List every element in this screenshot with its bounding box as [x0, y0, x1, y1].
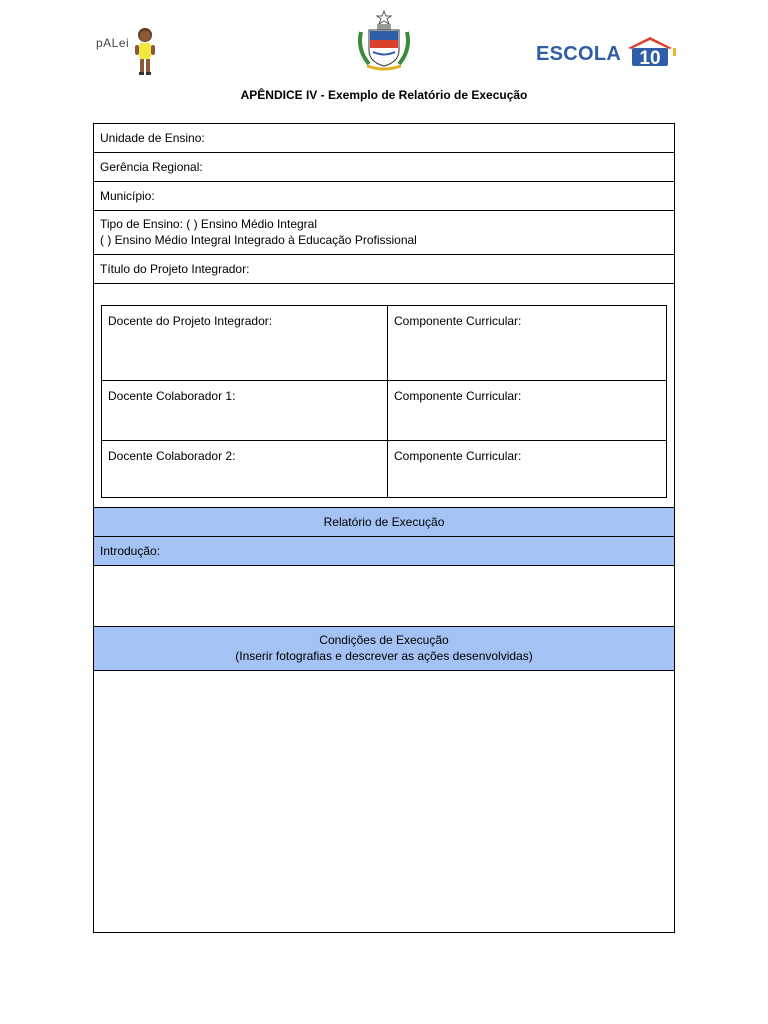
docente-cell	[102, 306, 387, 380]
execution-report-form	[93, 123, 675, 933]
condicoes-header-row	[94, 627, 674, 671]
componente-cell	[388, 381, 666, 440]
relatorio-header-row	[94, 508, 674, 537]
docente-label: Docente Colaborador 2:	[108, 449, 236, 463]
introducao-row	[94, 537, 674, 566]
gerencia-row	[94, 153, 674, 182]
titulo-row	[94, 255, 674, 284]
componente-label: Componente Curricular:	[394, 389, 522, 403]
docente-cell	[102, 441, 387, 497]
municipio-row	[94, 182, 674, 211]
docentes-table	[101, 305, 667, 498]
tipo-ensino-line2: ( ) Ensino Médio Integral Integrado à Educação Profissional	[100, 233, 417, 247]
condicoes-title: Condições de Execução	[319, 633, 449, 647]
docente-label: Docente do Projeto Integrador:	[108, 314, 273, 328]
componente-cell	[388, 306, 666, 380]
escola-10-logo	[536, 36, 676, 66]
condicoes-subtitle: (Inserir fotografias e descrever as ações desenvolvidas)	[235, 649, 533, 663]
tipo-ensino-line1: Tipo de Ensino: ( ) Ensino Médio Integral	[100, 217, 318, 231]
tipo-ensino-row	[94, 211, 674, 255]
unidade-row	[94, 124, 674, 153]
page-header	[0, 0, 768, 80]
escola-10-house-icon	[624, 36, 676, 66]
page-title: APÊNDICE IV - Exemplo de Relatório de Execução	[240, 88, 528, 102]
escola-logo-word: ESCOLA	[536, 43, 622, 65]
relatorio-header-label: Relatório de Execução	[323, 515, 445, 529]
titulo-label: Título do Projeto Integrador:	[100, 262, 250, 276]
escola-logo-number: 10	[639, 48, 661, 66]
state-coat-of-arms-icon	[355, 10, 413, 72]
condicoes-content-area	[94, 671, 674, 932]
docente-label: Docente Colaborador 1:	[108, 389, 236, 403]
palei-logo	[96, 26, 158, 78]
componente-label: Componente Curricular:	[394, 449, 522, 463]
municipio-label: Município:	[100, 189, 155, 203]
introducao-content-area	[94, 566, 674, 627]
componente-label: Componente Curricular:	[394, 314, 522, 328]
child-illustration-icon	[134, 26, 156, 76]
componente-cell	[388, 441, 666, 497]
unidade-label: Unidade de Ensino:	[100, 131, 205, 145]
gerencia-label: Gerência Regional:	[100, 160, 203, 174]
palei-logo-text: pALei	[96, 36, 130, 50]
docente-cell	[102, 381, 387, 440]
introducao-label: Introdução:	[100, 544, 161, 558]
